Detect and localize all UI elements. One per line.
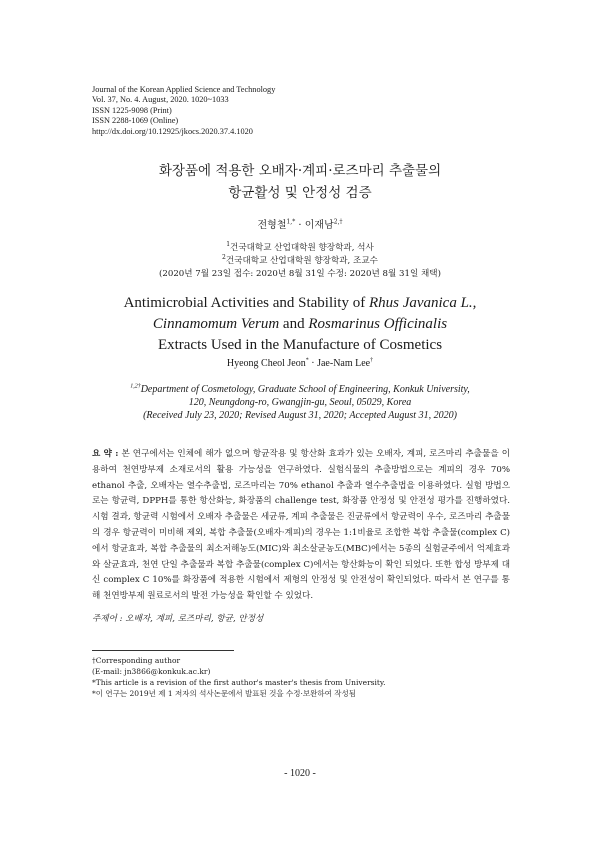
author-separator: · <box>295 220 305 231</box>
corresponding-author: †Corresponding author <box>92 656 181 665</box>
english-title-1a: Antimicrobial Activities and Stability of <box>123 295 369 311</box>
author-2-en-sup: † <box>370 357 374 364</box>
english-title-line-1 <box>0 293 600 314</box>
korean-authors <box>0 216 600 231</box>
author-1-en: Hyeong Cheol Jeon <box>226 358 306 369</box>
corresponding-email: (E-mail: jn3866@konkuk.ac.kr) <box>92 667 211 676</box>
abstract-label: 요 약 : <box>92 449 119 459</box>
english-dates: (Received July 23, 2020; Revised August 31, 2020; Accepted August 31, 2020) <box>143 410 457 421</box>
english-title-1b: Rhus Javanica L., <box>368 295 477 311</box>
author-1-kr-sup: 1,* <box>286 218 296 226</box>
korean-dates: (2020년 7월 23일 접수: 2020년 8월 31일 수정: 2020년 8월 31일 채택) <box>159 269 441 279</box>
footnote-revision-kr: *이 연구는 2019년 제 1 저자의 석사논문에서 발표된 것을 수정·보완하여 작성됨 <box>92 689 356 698</box>
english-affiliation-line-2: 120, Neungdong-ro, Gwangjin-gu, Seoul, 05029, Korea <box>188 397 412 408</box>
english-title-2a: Cinnamomum Verum <box>152 316 280 332</box>
abstract-text: 본 연구에서는 인체에 해가 없으며 항균작용 및 항산화 효과가 있는 오배자, 계피, 로즈마리 추출물을 이용하여 천연방부제 소재로서의 활용 가능성을 연구하였다. 실험식물의 추출방법으로는 계피의 경우 70% ethanol 추출, 오배자는 열수추출법, 로즈마리는 70% ethanol 추출과 열수추출법을 이용하였다. 실험 방법으로는 항균력, DPPH를 통한 항산화능, 화장품의 challenge test, 화장품 안정성 및 안전성 평가를 진행하였다. 시험 결과, 항균력 시험에서 오배자 추출물은 세균류, 계피 추출물은 진균류에서 항균력이 우수, 로즈마리 추출물의 경우 항균력이 미비해 제외, 복합 추출물(오배자·계피)의 경우는 1:1비율로 조합한 복합 추출물(complex C)에서 항균효과, 복합 추출물의 최소저해농도(MIC)와 최소살균농도(MBC)에서는 5종의 실험균주에서 억제효과와 살균효과, 천연 단일 추출물과 복합 추출물(complex C)에서는 항산화능이 확인 되었다. 또한 합성 방부제 대신 complex C 10%를 화장품에 적용한 시험에서 제형의 안정성 및 안전성이 확인되었다. 따라서 본 연구를 통해 천연방부제 원료로서의 발전 가능성을 확인할 수 있었다. <box>92 449 510 602</box>
journal-volume: Vol. 37, No. 4. August, 2020. 1020~1033 <box>92 95 229 105</box>
korean-title-line-1: 화장품에 적용한 오배자·계피·로즈마리 추출물의 <box>158 163 442 179</box>
affiliation-1-text: 건국대학교 산업대학원 향장학과, 석사 <box>230 243 374 253</box>
english-authors <box>0 358 600 369</box>
author-separator-en: · <box>308 358 318 369</box>
english-title-line-2 <box>0 314 600 335</box>
affiliation-1-sup: 1 <box>226 241 231 249</box>
page-number: - 1020 - <box>284 768 316 779</box>
korean-affiliation-1 <box>0 242 600 255</box>
abstract <box>92 447 510 605</box>
english-title-2b: and <box>279 316 309 332</box>
affiliation-2-sup: 2 <box>222 254 226 262</box>
author-2-kr: 이재남 <box>304 220 334 231</box>
author-2-kr-sup: 2,† <box>333 218 343 226</box>
issn-online: ISSN 2288-1069 (Online) <box>92 116 179 126</box>
footnote-revision-en: *This article is a revision of the first author's master's thesis from University. <box>92 678 386 687</box>
journal-name: Journal of the Korean Applied Science and Technology <box>92 85 276 94</box>
doi-link[interactable]: http://dx.doi.org/10.12925/jkocs.2020.37.4.1020 <box>92 126 253 136</box>
footnote-divider <box>92 650 234 651</box>
keywords: 주제어 : 오배자, 계피, 로즈마리, 항균, 안정성 <box>92 614 264 624</box>
author-2-en: Jae-Nam Lee <box>317 358 371 369</box>
english-affiliation-sup: 1,2† <box>130 383 141 390</box>
english-title-2c: Rosmarinus Officinalis <box>308 316 448 332</box>
english-affiliation-text-1: Department of Cosmetology, Graduate School of Engineering, Konkuk University, <box>140 384 470 395</box>
journal-info <box>92 85 275 137</box>
footnotes <box>92 655 386 699</box>
author-1-en-sup: * <box>305 357 309 364</box>
english-title-line-3: Extracts Used in the Manufacture of Cosmetics <box>157 337 443 353</box>
korean-affiliation-2 <box>0 255 600 268</box>
korean-title-line-2: 항균활성 및 안정성 검증 <box>228 185 372 201</box>
affiliation-2-text: 건국대학교 산업대학원 향장학과, 조교수 <box>225 256 378 266</box>
english-affiliation-line-1 <box>0 383 600 396</box>
author-1-kr: 전형철 <box>257 220 287 231</box>
issn-print: ISSN 1225-9098 (Print) <box>92 105 172 115</box>
